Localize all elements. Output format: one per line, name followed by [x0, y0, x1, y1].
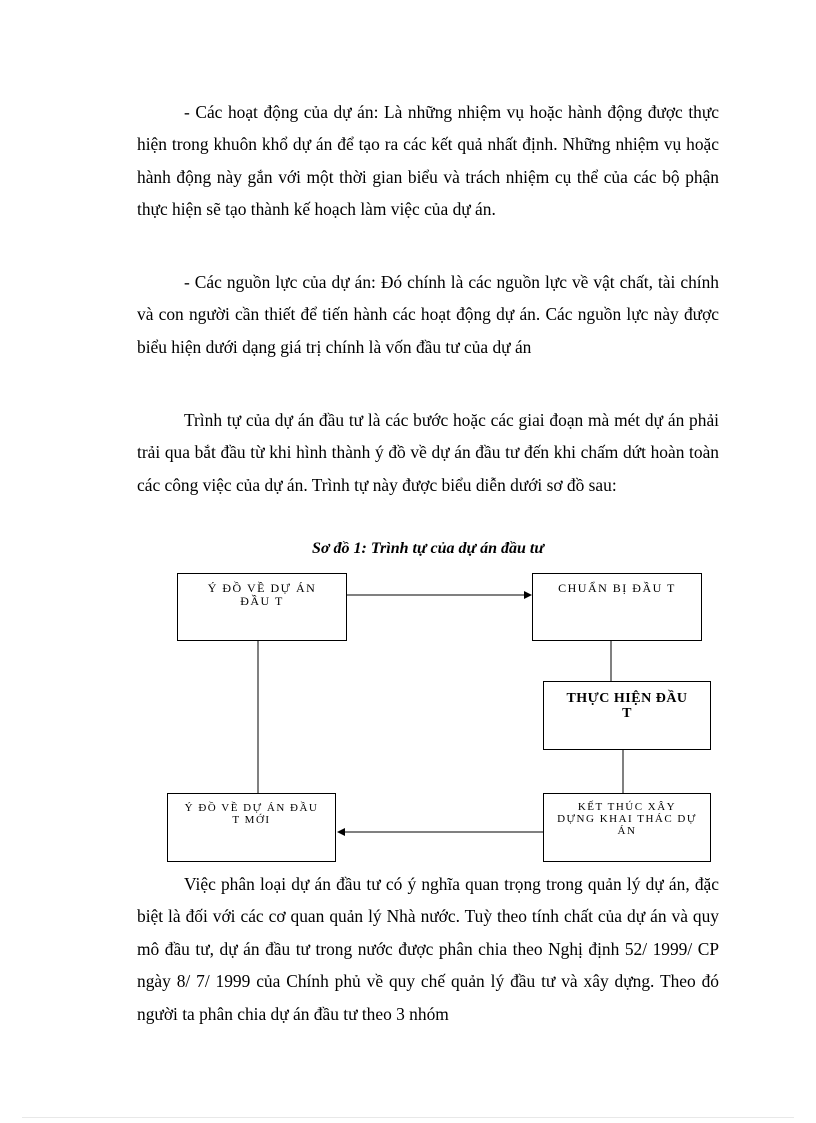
box-project-idea-line1: Ý ĐỒ VỀ DỰ ÁN [207, 581, 317, 595]
page-bottom-divider [22, 1117, 794, 1118]
box-construction-completion-line2: DỰNG KHAI THÁC DỰ [557, 813, 697, 825]
paragraph-project-classification: Việc phân loại dự án đầu tư có ý nghĩa quan trọng trong quản lý dự án, đặc biệt là đối với các cơ quan quản lý Nhà nước. Tuỳ theo tính chất của dự án và quy mô đầu tư, dự án đầu tư trong nước được phân chia theo Nghị định 52/ 1999/ CP ngày 8/ 7/ 1999 của Chính phủ về quy chế quản lý đầu tư và xây dựng. Theo đó người ta phân chia dự án đầu tư theo 3 nhóm [137, 874, 719, 1024]
box-construction-completion-line1: KẾT THÚC XÂY [577, 801, 677, 813]
box-construction-completion-line3: ÁN [617, 825, 637, 837]
box-construction-completion [543, 793, 711, 862]
box-investment-preparation [532, 573, 702, 641]
box-investment-implementation [543, 681, 711, 750]
paragraph-project-activities: - Các hoạt động của dự án: Là những nhiệm vụ hoặc hành động được thực hiện trong khuôn khổ dự án để tạo ra các kết quả nhất định. Những nhiệm vụ hoặc hành động này gắn với một thời gian biểu và trách nhiệm cụ thể của các bộ phận thực hiện sẽ tạo thành kế hoạch làm việc của dự án. [137, 102, 719, 220]
box-project-idea-line2: ĐẦU T [240, 594, 284, 608]
paragraph-project-resources: - Các nguồn lực của dự án: Đó chính là các nguồn lực về vật chất, tài chính và con người cần thiết để tiến hành các hoạt động dự án. Các nguồn lực này được biểu hiện dưới dạng giá trị chính là vốn đầu tư của dự án [137, 272, 719, 357]
box-project-idea [177, 573, 347, 641]
box-investment-implementation-line2: T [622, 706, 632, 721]
diagram-caption: Sơ đồ 1: Trình tự của dự án đầu tư [312, 540, 544, 557]
box-investment-preparation-label: CHUẨN BỊ ĐẦU T [558, 581, 676, 595]
box-new-project-idea-line2: T MỚI [232, 814, 271, 826]
box-new-project-idea [167, 793, 336, 862]
box-new-project-idea-line1: Ý ĐỒ VỀ DỰ ÁN ĐẦU [184, 802, 319, 814]
paragraph-project-sequence: Trình tự của dự án đầu tư là các bước hoặc các giai đoạn mà mét dự án phải trải qua bắt đầu từ khi hình thành ý đồ về dự án đầu tư đến khi chấm dứt hoàn toàn các công việc của dự án. Trình tự này được biểu diễn dưới sơ đồ sau: [137, 410, 719, 495]
box-investment-implementation-line1: THỰC HIỆN ĐẦU [566, 691, 688, 706]
